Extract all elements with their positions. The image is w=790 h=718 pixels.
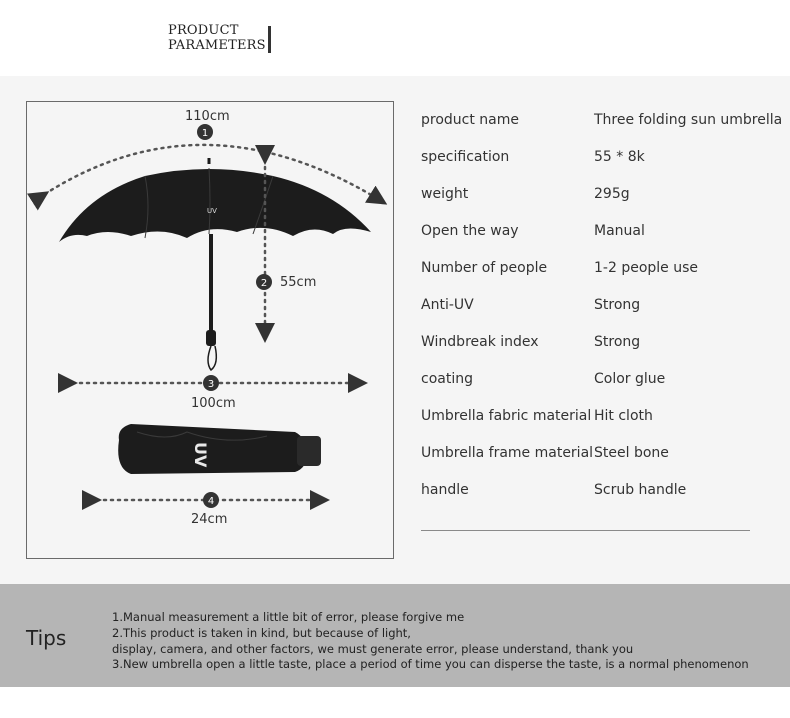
badge-3 [203, 375, 219, 391]
spec-value: Color glue [594, 371, 666, 387]
spec-row [421, 288, 783, 325]
spec-label: specification [421, 149, 510, 165]
spec-value: Strong [594, 297, 641, 313]
spec-row [421, 325, 783, 362]
canopy-uv-text: UV [207, 207, 217, 215]
tips-line-4: 3.New umbrella open a little taste, place a period of time you can disperse the taste, is a normal phenomenon [112, 657, 749, 672]
spec-row [421, 214, 783, 251]
spec-label: Windbreak index [421, 334, 539, 350]
tips-line-2: 2.This product is taken in kind, but because of light, [112, 625, 411, 640]
tips-section [0, 584, 790, 687]
header-title-line2: PARAMETERS [168, 38, 266, 53]
spec-table-divider [421, 530, 750, 531]
header-title-line1: PRODUCT [168, 23, 239, 38]
spec-row [421, 399, 783, 436]
header [0, 0, 790, 76]
spec-label: Umbrella frame material [421, 445, 594, 461]
spec-label: weight [421, 186, 469, 202]
spec-label: Umbrella fabric material [421, 408, 592, 424]
case-uv-text: UV [191, 442, 210, 468]
spec-value: Scrub handle [594, 482, 687, 498]
parameters-section [0, 76, 790, 584]
spec-label: coating [421, 371, 473, 387]
spec-row [421, 473, 783, 510]
spec-label: handle [421, 482, 469, 498]
dimension-3-label: 100cm [191, 396, 236, 411]
spec-row [421, 140, 783, 177]
dimension-2-label: 55cm [280, 275, 317, 290]
spec-row [421, 103, 783, 140]
badge-2 [256, 274, 272, 290]
tips-label: Tips [26, 626, 67, 650]
spec-value: Strong [594, 334, 641, 350]
badge-4 [203, 492, 219, 508]
header-accent-bar [268, 26, 271, 53]
spec-value: Three folding sun umbrella [594, 112, 783, 128]
svg-text:4: 4 [207, 496, 215, 507]
umbrella-dimension-image [26, 101, 394, 559]
folded-umbrella [118, 424, 321, 474]
spec-label: Anti-UV [421, 297, 474, 313]
spec-value: 1-2 people use [594, 260, 699, 276]
tips-text [112, 610, 749, 673]
spec-value: Hit cloth [594, 408, 653, 424]
svg-text:1: 1 [201, 128, 209, 139]
header-title [168, 23, 266, 53]
spec-row [421, 362, 783, 399]
spec-value: 55 * 8k [594, 149, 645, 165]
dimension-1-label: 110cm [185, 109, 230, 124]
spec-label: Open the way [421, 223, 519, 239]
spec-value: Manual [594, 223, 645, 239]
spec-value: Steel bone [594, 445, 669, 461]
spec-row [421, 436, 783, 473]
tips-line-1: 1.Manual measurement a little bit of error, please forgive me [112, 610, 465, 624]
svg-text:2: 2 [260, 278, 268, 289]
spec-label: product name [421, 112, 519, 128]
umbrella-dimension-illustration [27, 102, 395, 560]
tips-line-3: display, camera, and other factors, we must generate error, please understand, thank you [112, 641, 634, 656]
open-umbrella [59, 158, 371, 370]
badge-1 [197, 124, 213, 140]
spec-value: 295g [594, 186, 630, 202]
dimension-4-label: 24cm [191, 512, 228, 527]
svg-text:3: 3 [207, 379, 215, 390]
spec-row [421, 251, 783, 288]
spec-row [421, 177, 783, 214]
spec-label: Number of people [421, 260, 548, 276]
